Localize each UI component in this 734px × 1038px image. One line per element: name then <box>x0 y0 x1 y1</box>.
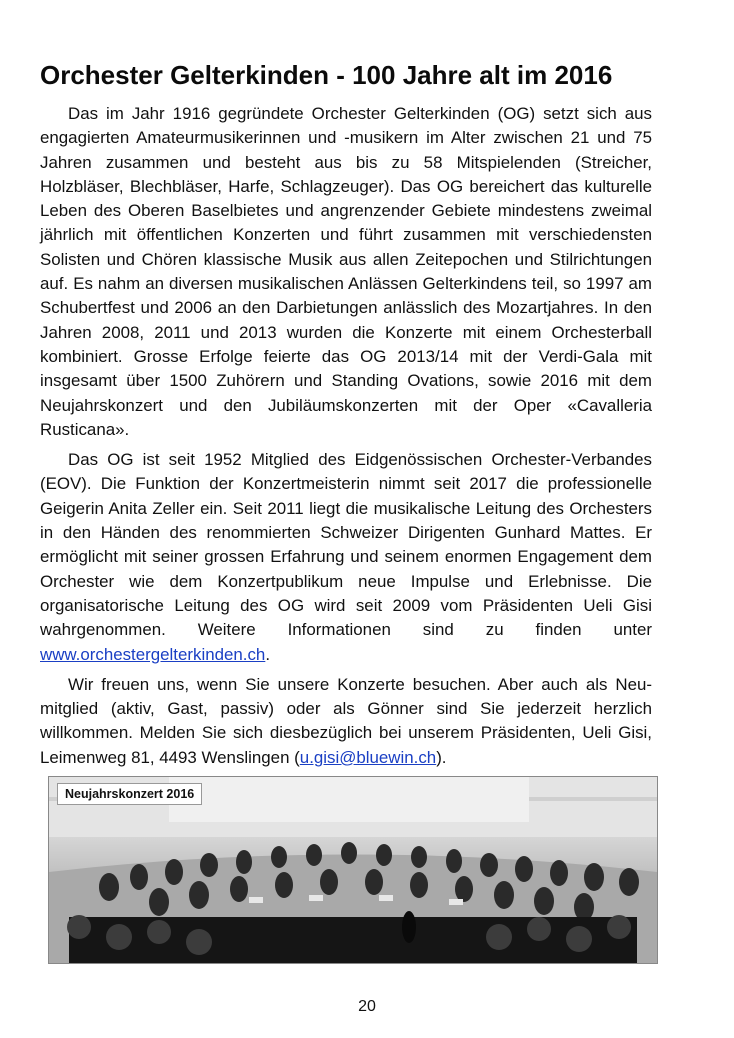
paragraph-invitation-text: Wir freuen uns, wenn Sie unsere Konzerte besuchen. Aber auch als Neumitglied (aktiv, Gast, passiv) oder als Gönner sind Sie jederzeit herzlich willkommen. Melden Sie sich diesbezüglich bei unserem Präsidenten, Ueli Gisi, Leimenweg 81, 4493 Wenslingen ( <box>40 674 652 767</box>
page-number: 20 <box>358 998 376 1015</box>
article-title: Orchester Gelterkinden - 100 Jahre alt im 2016 <box>40 60 613 90</box>
paragraph-membership-text: Das OG ist seit 1952 Mitglied des Eidgenössischen Orchester-Verbandes (EOV). Die Funktion der Konzertmeisterin nimmt seit 2017 die professionelle Geigerin Anita Zeller ein. Seit 2011 liegt die musikalische Leitung des Orchesters in den Händen des renommierten Schweizer Dirigenten Gunhard Mattes. Er ermöglicht mit seiner grossen Erfahrung und seinem enormen Engagement dem Orchester wie dem Konzertpublikum neue Impulse und Erlebnisse. Die organisatorische Leitung des OG wird seit 2009 vom Präsidenten Ueli Gisi wahrgenommen. Weitere Informationen sind zu finden unter <box>40 450 652 640</box>
orchestra-photo <box>48 776 658 964</box>
paragraph-membership <box>40 448 652 667</box>
website-link[interactable]: www.orchestergelterkinden.ch <box>40 644 266 664</box>
paragraph-history: Das im Jahr 1916 gegründete Orchester Gelterkinden (OG) setzt sich aus engagierten Amateurmusikerinnen und -musikern im Alter zwischen 21 und 75 Jahren zusammen und besteht aus bis zu 58 Mitspielenden (Streicher, Holzbläser, Blechbläser, Harfe, Schlagzeuger). Das OG bereichert das kulturelle Leben des Oberen Baselbietes und angrenzender Gebiete mindestens zweimal jährlich mit öffentlichen Konzerten und führt zusammen mit verschiedensten Solisten und Chören klassische Musik aus allen Zeitepochen und Stilrichtungen auf. Es nahm an diversen musikalischen Anlässen Gelterkindens teil, so 1997 am Schubertfest und 2006 an den Darbietungen anlässlich des Mozartjahres. In den Jahren 2008, 2011 und 2013 wurden die Konzerte mit einem Orchesterball kombiniert. Grosse Erfolge feierte das OG 2013/14 mit der Verdi-Gala mit insgesamt über 1500 Zuhörern und Standing Ovations, sowie 2016 mit dem Neujahrskonzert und den Jubiläumskonzerten mit der Oper «Cavalleria Rusticana». <box>40 104 652 439</box>
article <box>40 58 652 776</box>
photo-caption: Neujahrskonzert 2016 <box>57 783 202 805</box>
paragraph-membership-end: . <box>265 644 271 664</box>
paragraph-invitation <box>40 673 652 770</box>
email-link[interactable]: u.gisi@bluewin.ch <box>299 747 437 767</box>
paragraph-invitation-end: ). <box>436 747 447 767</box>
